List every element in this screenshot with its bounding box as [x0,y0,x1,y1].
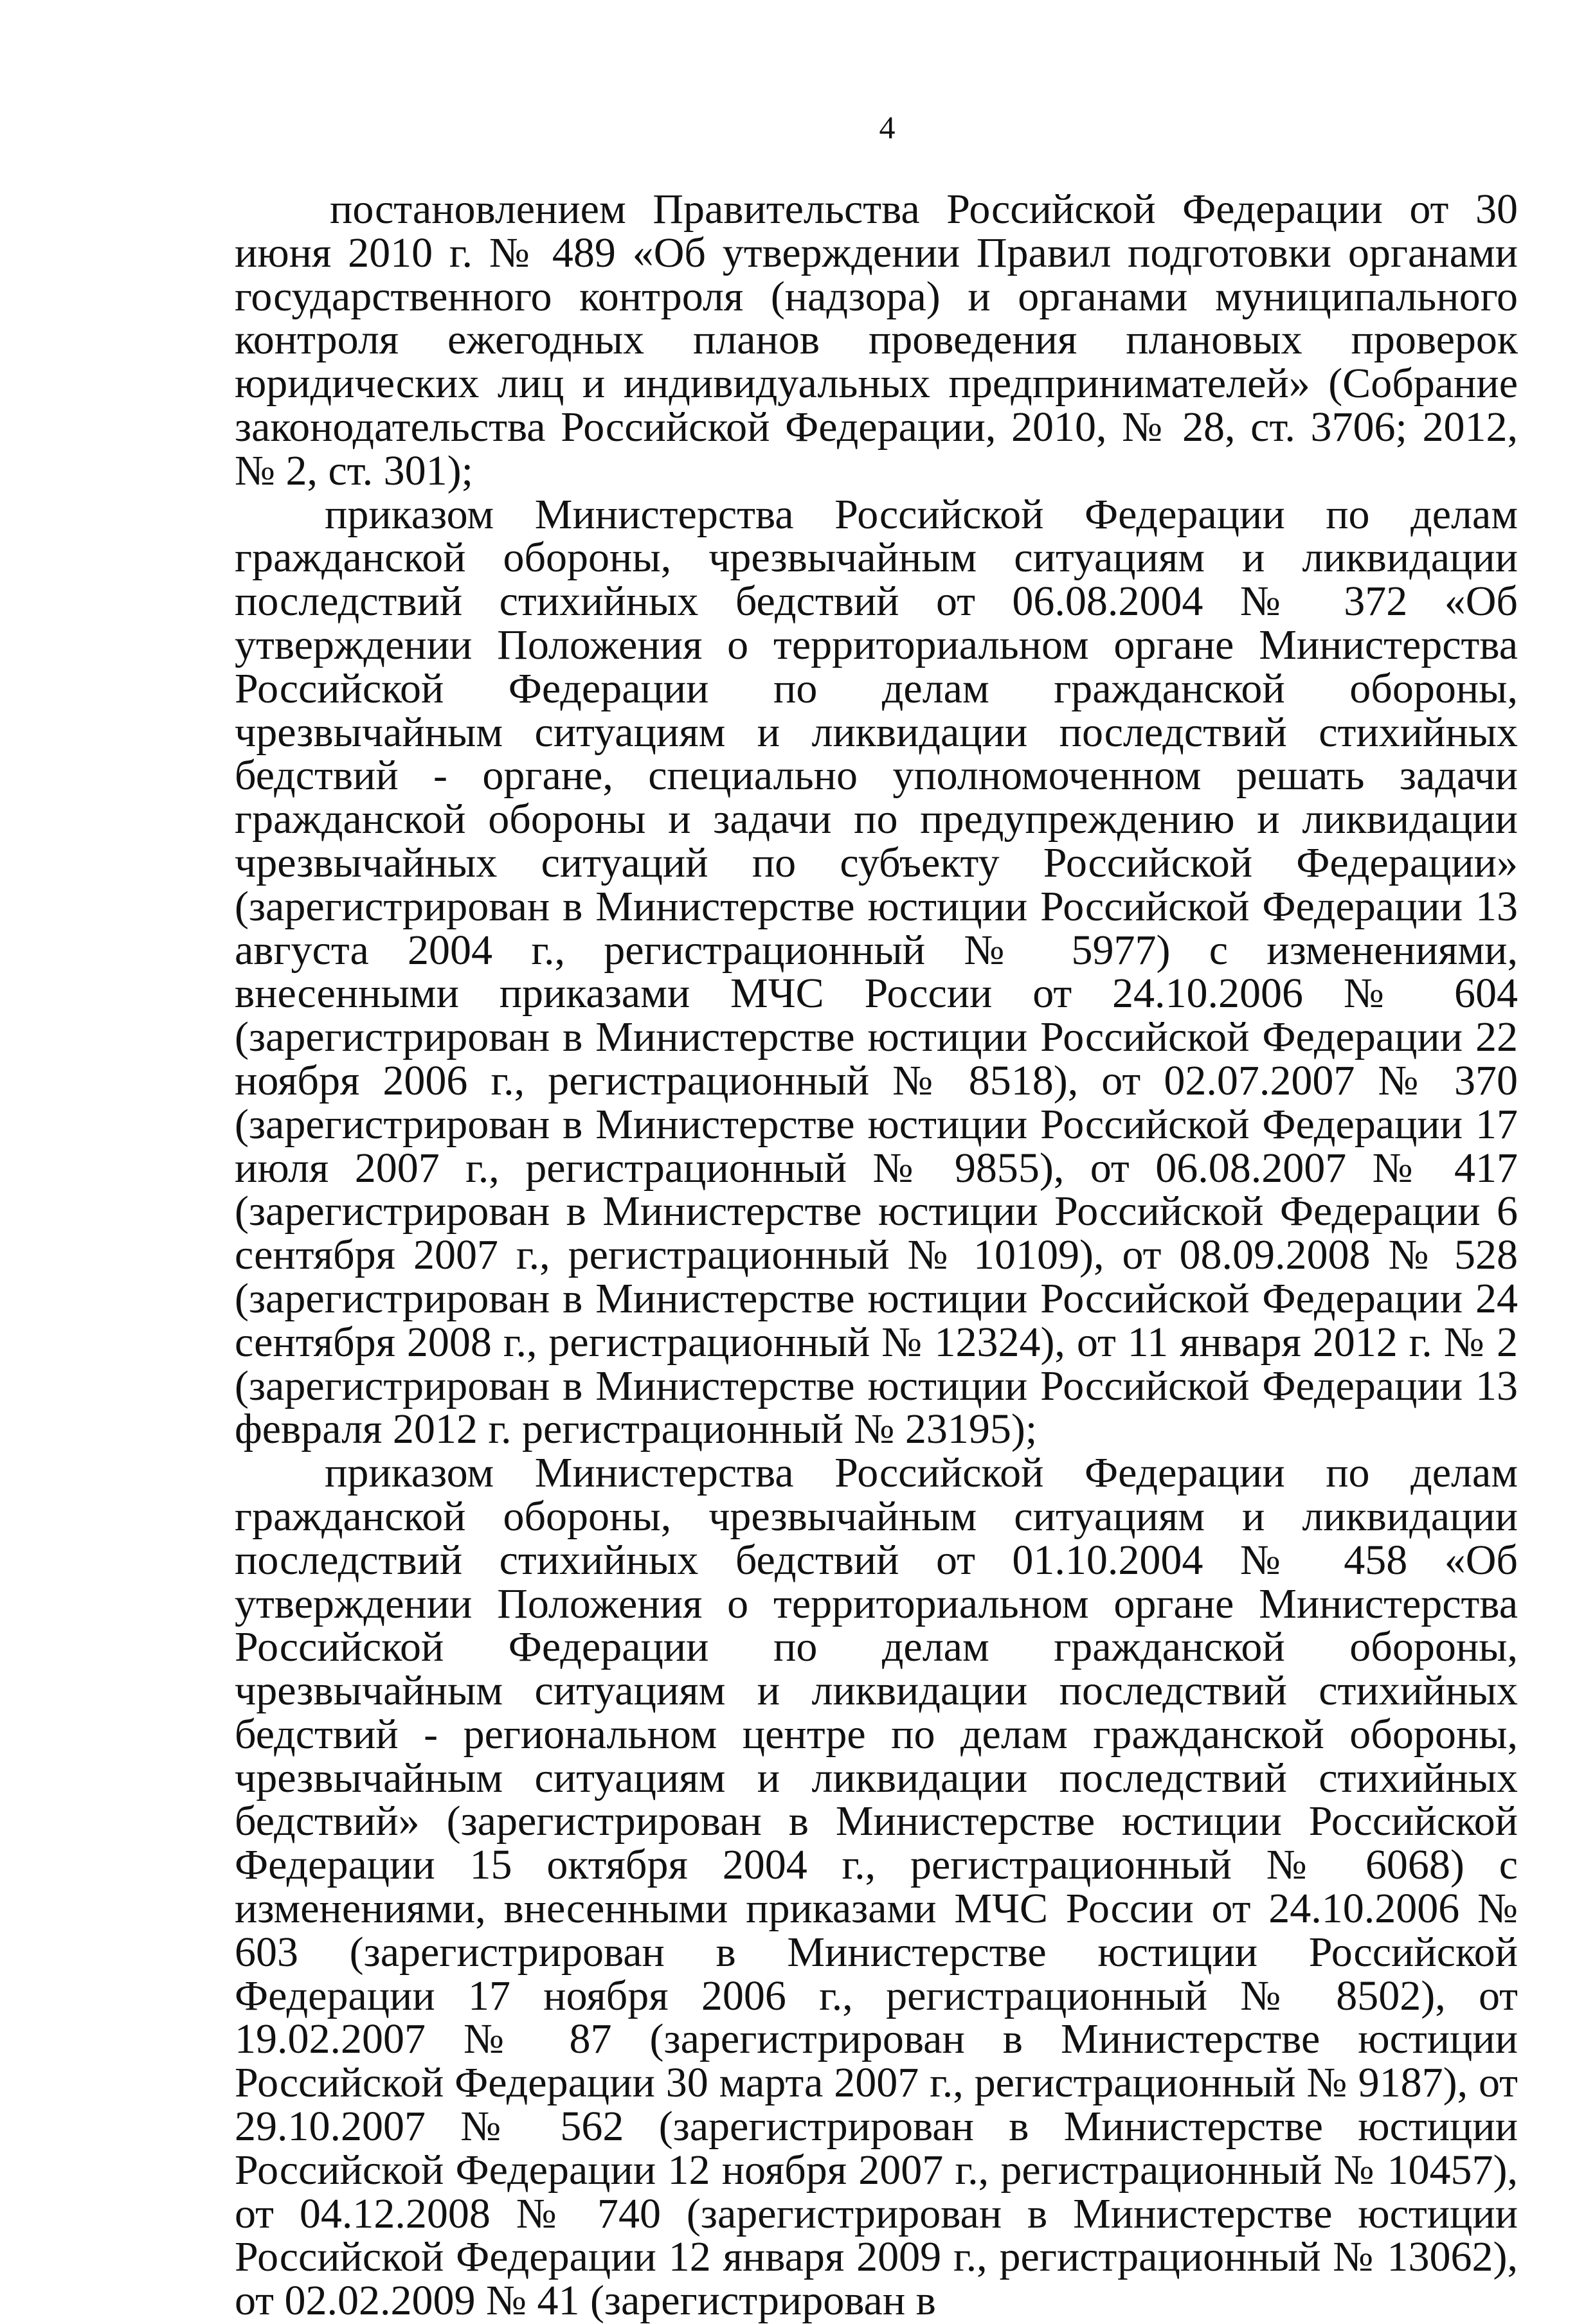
paragraph-order-458: приказом Министерства Российской Федерации по делам гражданской обороны, чрезвычайным ситуациям и ликвидации последствий стихийных бедствий от 01.10.2004 № 458 «Об утверждении Положения о территориальном органе Министерства Российской Федерации по делам гражданской обороны, чрезвычайным ситуациям и ликвидации последствий стихийных бедствий - региональном центре по делам гражданской обороны, чрезвычайным ситуациям и ликвидации последствий стихийных бедствий» (зарегистрирован в Министерстве юстиции Российской Федерации 15 октября 2004 г., регистрационный № 6068) с изменениями, внесенными приказами МЧС России от 24.10.2006 № 603 (зарегистрирован в Министерстве юстиции Российской Федерации 17 ноября 2006 г., регистрационный № 8502), от 19.02.2007 № 87 (зарегистрирован в Министерстве юстиции Российской Федерации 30 марта 2007 г., регистрационный № 9187), от 29.10.2007 № 562 (зарегистрирован в Министерстве юстиции Российской Федерации 12 ноября 2007 г., регистрационный № 10457), от 04.12.2008 № 740 (зарегистрирован в Министерстве юстиции Российской Федерации 12 января 2009 г., регистрационный № 13062), от 02.02.2009 № 41 (зарегистрирован в [235,1449,1518,2324]
paragraph-government-decree: постановлением Правительства Российской Федерации от 30 июня 2010 г. № 489 «Об утверждении Правил подготовки органами государственного контроля (надзора) и органами муниципального контроля ежегодных планов проведения плановых проверок юридических лиц и индивидуальных предпринимателей» (Собрание законодательства Российской Федерации, 2010, № 28, ст. 3706; 2012, № 2, ст. 301); [235,186,1518,494]
paragraph-order-372: приказом Министерства Российской Федерации по делам гражданской обороны, чрезвычайным ситуациям и ликвидации последствий стихийных бедствий от 06.08.2004 № 372 «Об утверждении Положения о территориальном органе Министерства Российской Федерации по делам гражданской обороны, чрезвычайным ситуациям и ликвидации последствий стихийных бедствий - органе, специально уполномоченном решать задачи гражданской обороны и задачи по предупреждению и ликвидации чрезвычайных ситуаций по субъекту Российской Федерации» (зарегистрирован в Министерстве юстиции Российской Федерации 13 августа 2004 г., регистрационный № 5977) с изменениями, внесенными приказами МЧС России от 24.10.2006 № 604 (зарегистрирован в Министерстве юстиции Российской Федерации 22 ноября 2006 г., регистрационный № 8518), от 02.07.2007 № 370 (зарегистрирован в Министерстве юстиции Российской Федерации 17 июля 2007 г., регистрационный № 9855), от 06.08.2007 № 417 (зарегистрирован в Министерстве юстиции Российской Федерации 6 сентября 2007 г., регистрационный № 10109), от 08.09.2008 № 528 (зарегистрирован в Министерстве юстиции Российской Федерации 24 сентября 2008 г., регистрационный № 12324), от 11 января 2012 г. № 2 (зарегистрирован в Министерстве юстиции Российской Федерации 13 февраля 2012 г. регистрационный № 23195); [235,490,1518,1453]
document-body [235,188,1518,2323]
page-number: 4 [879,109,896,145]
